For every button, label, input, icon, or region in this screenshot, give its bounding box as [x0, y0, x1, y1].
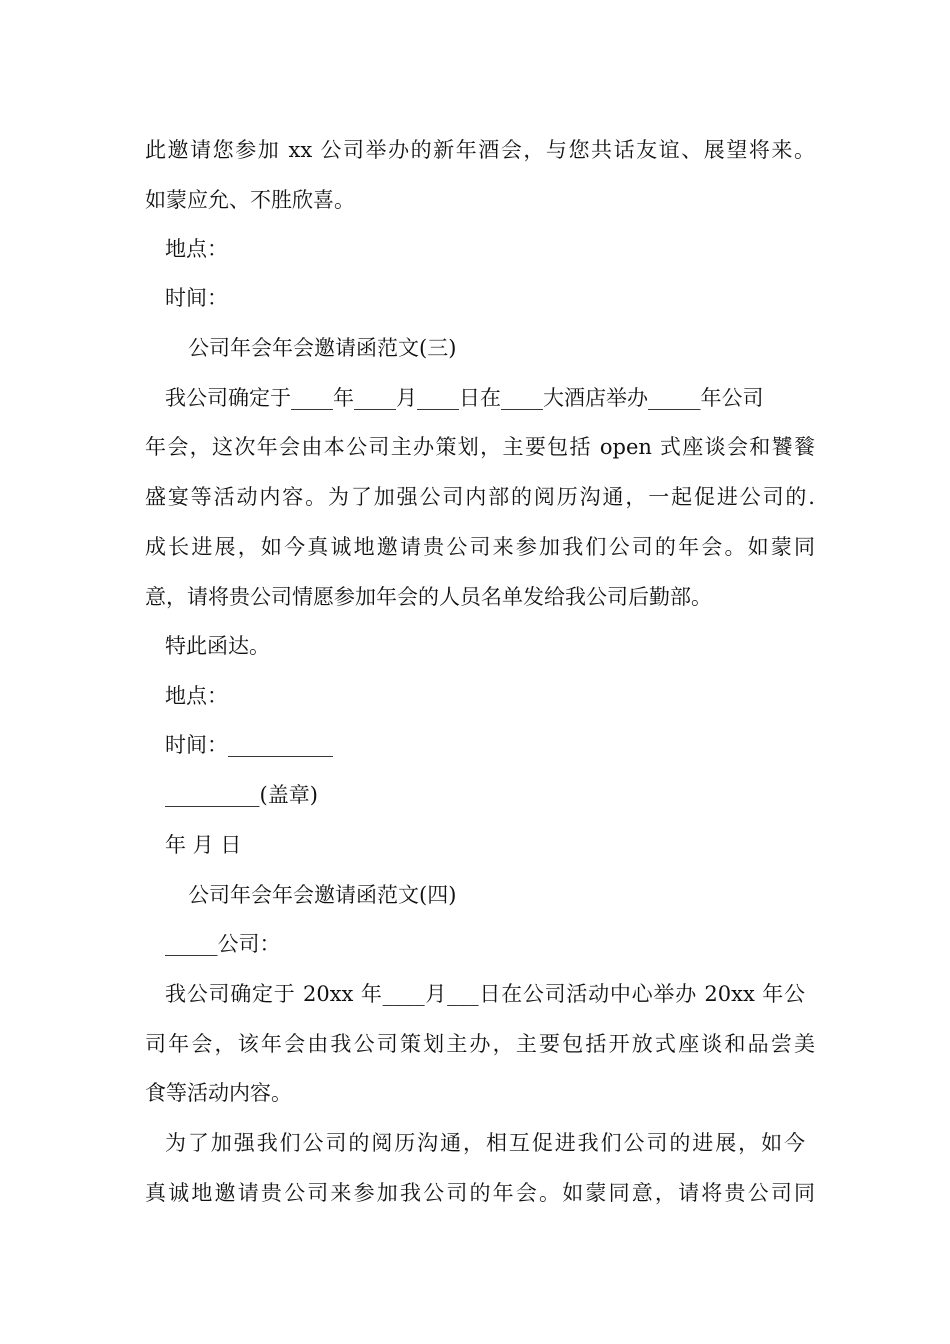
section-heading: 公司年会年会邀请函范文(四) — [188, 883, 457, 907]
paragraph-line: 司年会，该年会由我公司策划主办，主要包括开放式座谈和品尝美 — [145, 1032, 815, 1056]
paragraph-line: 为了加强我们公司的阅历沟通，相互促进我们公司的进展，如今 — [165, 1131, 805, 1155]
paragraph-line: 我公司确定于 20xx 年____月___日在公司活动中心举办 20xx 年公 — [165, 982, 805, 1006]
paragraph-line: 成长进展，如今真诚地邀请贵公司来参加我们公司的年会。如蒙同 — [145, 535, 815, 559]
location-label: 地点： — [165, 684, 228, 708]
paragraph-line: 年会，这次年会由本公司主办策划，主要包括 open 式座谈会和饕餮 — [145, 435, 815, 459]
closing-line: 特此函达。 — [165, 634, 270, 658]
recipient-line: _____公司： — [165, 932, 281, 956]
paragraph-line: 如蒙应允、不胜欣喜。 — [145, 188, 355, 212]
paragraph-line: 食等活动内容。 — [145, 1081, 292, 1105]
section-heading: 公司年会年会邀请函范文(三) — [188, 336, 457, 360]
location-label: 地点： — [165, 237, 228, 261]
paragraph-line: 意，请将贵公司情愿参加年会的人员名单发给我公司后勤部。 — [145, 585, 712, 609]
date-line: 年 月 日 — [165, 833, 242, 857]
seal-line: _________(盖章) — [165, 783, 318, 807]
paragraph-line: 真诚地邀请贵公司来参加我公司的年会。如蒙同意，请将贵公司同 — [145, 1181, 815, 1205]
paragraph-line: 盛宴等活动内容。为了加强公司内部的阅历沟通，一起促进公司的. — [145, 485, 815, 509]
time-field: 时间：__________ — [165, 733, 333, 757]
paragraph-line: 我公司确定于____年____月____日在____大酒店举办_____年公司 — [165, 386, 764, 410]
paragraph-line: 此邀请您参加 xx 公司举办的新年酒会，与您共话友谊、展望将来。 — [145, 138, 815, 162]
time-label: 时间： — [165, 286, 228, 310]
